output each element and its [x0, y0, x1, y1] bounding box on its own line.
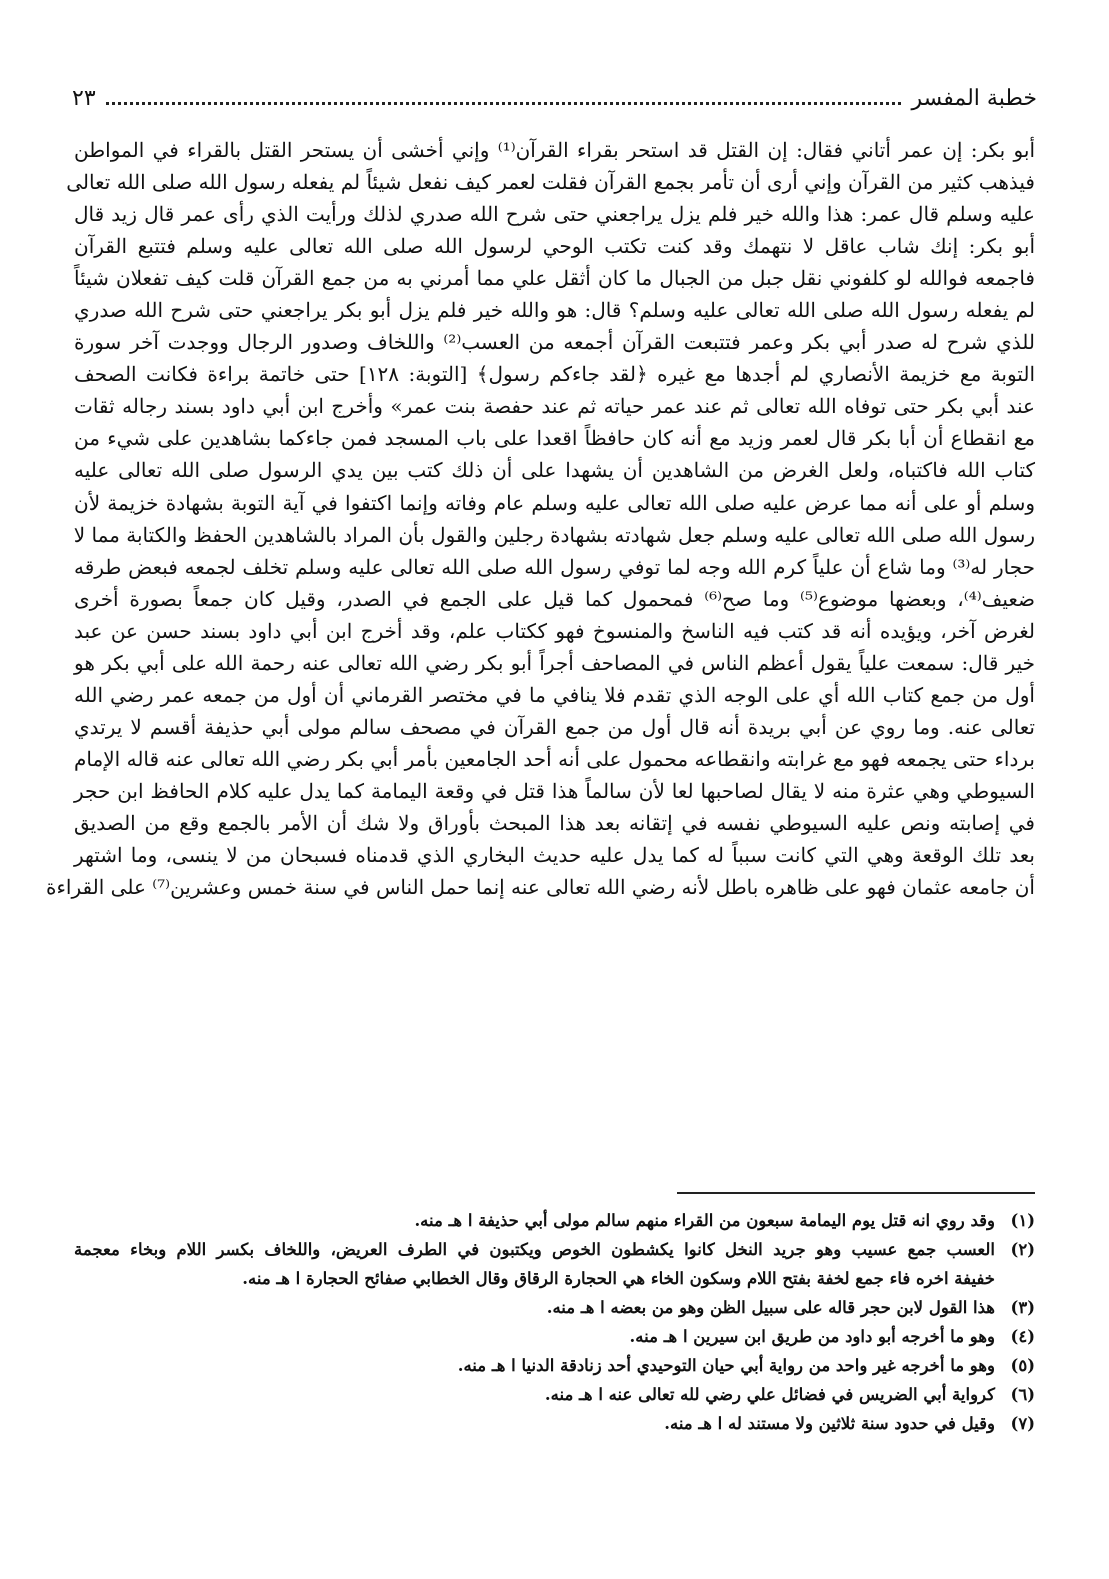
footnote: [74, 1322, 1035, 1351]
footnote-text: [74, 1409, 995, 1438]
footnote-line: وقيل في حدود سنة ثلاثين ولا مستند له ا هـ منه.: [664, 1414, 995, 1433]
footnote-number: (١): [1010, 1211, 1035, 1230]
text-line: لغرض آخر، ويؤيده أنه قد كتب فيه الناسخ والمنسوخ فهو ككتاب علم، وقد أخرج ابن أبي داود بسند حسن عن عبد: [74, 618, 1035, 643]
footnote: [74, 1206, 1035, 1235]
footnote-text: [74, 1293, 995, 1322]
text-line: في إصابته ونص عليه السيوطي نفسه في إتقانه بعد هذا المبحث بأوراق ولا شك أن الأمر بالجمع وقع من الصديق: [74, 810, 1035, 835]
footnote-text: [74, 1322, 995, 1351]
text-line: برداء حتى يجمعه فهو مع غرابته وانقطاعه محمول على أنه أحد الجامعين بأمر أبي بكر رضي الله تعالى عنه قاله الإمام: [74, 746, 1035, 771]
text-line: بعد تلك الوقعة وهي التي كانت سبباً له كما يدل عليه حديث البخاري الذي قدمناه فسبحان من لا ينسى، وما اشتهر: [74, 843, 1035, 868]
text-line: أبو بكر: إن عمر أتاني فقال: إن القتل قد استحر بقراء القرآن⁽¹⁾ وإني أخشى أن يستحر القتل بالقراء في المواطن: [74, 138, 1036, 162]
footnote-number: (٤): [1010, 1327, 1035, 1346]
footnote-number: (٣): [1010, 1298, 1035, 1317]
text-line: التوبة مع خزيمة الأنصاري لم أجدها مع غيره ﴿لقد جاءكم رسول﴾ [التوبة: ١٢٨] حتى خاتمة براءة فكانت الصحف: [74, 362, 1035, 387]
footnote: [74, 1351, 1035, 1380]
footnote-number: (٦): [1010, 1385, 1035, 1404]
text-line: أبو بكر: إنك شاب عاقل لا نتهمك وقد كنت تكتب الوحي لرسول الله صلى الله تعالى عليه وسلم فتتبع القرآن: [74, 234, 1035, 259]
text-line: لم يفعله رسول الله صلى الله تعالى عليه وسلم؟ قال: هو والله خير فلم يزل أبو بكر يراجعني حتى شرح الله صدري: [74, 298, 1035, 323]
footnote: [74, 1380, 1035, 1409]
footnote-line: وهو ما أخرجه غير واحد من رواية أبي حيان التوحيدي أحد زنادقة الدنيا ا هـ منه.: [457, 1356, 995, 1375]
running-header: [72, 80, 1037, 116]
text-line: أن جامعه عثمان فهو على ظاهره باطل لأنه رضي الله تعالى عنه إنما حمل الناس في سنة خمس وعشرين⁽⁷⁾ على القراءة: [46, 875, 1035, 900]
footnote: [74, 1293, 1035, 1322]
text-line: للذي شرح له صدر أبي بكر وعمر فتتبعت القرآن أجمعه من العسب⁽²⁾ واللخاف وصدور الرجال ووجدت آخر سورة: [74, 330, 1035, 355]
footnote: [74, 1409, 1035, 1438]
footnote: [74, 1235, 1035, 1293]
footnote-text: [74, 1351, 995, 1380]
footnote-line: وهو ما أخرجه أبو داود من طريق ابن سيرين ا هـ منه.: [629, 1327, 995, 1346]
footnote-text: [74, 1235, 995, 1293]
footnote-line: وقد روي انه قتل يوم اليمامة سبعون من القراء منهم سالم مولى أبي حذيفة ا هـ منه.: [414, 1211, 995, 1230]
text-line: عند أبي بكر حتى توفاه الله تعالى ثم عند عمر حياته ثم عند حفصة بنت عمر» وأخرج ابن أبي داود بسند رجاله ثقات: [74, 394, 1035, 419]
text-line: وسلم أو على أنه مما عرض عليه صلى الله تعالى عليه وسلم عام وفاته وإنما اكتفوا في آية التوبة بشهادة خزيمة لأن: [74, 490, 1035, 515]
footnote-line: خفيفة اخره فاء جمع لخفة بفتح اللام وسكون الخاء هي الحجارة الرقاق وقال الخطابي صفائح الحجارة ا هـ منه.: [242, 1269, 995, 1288]
text-line: فاجمعه فوالله لو كلفوني نقل جبل من الجبال ما كان أثقل علي مما أمرني به من جمع القرآن قلت كيف تفعلان شيئاً: [74, 266, 1035, 291]
footnote-number: (٢): [1010, 1240, 1035, 1259]
main-text: [46, 134, 1036, 903]
text-line: حجار له⁽³⁾ وما شاع أن علياً كرم الله وجه لما توفي رسول الله صلى الله تعالى عليه وسلم تخلف لجمعه فبعض طرقه: [74, 554, 1035, 579]
page-number: ٢٣: [72, 85, 96, 111]
text-line: رسول الله صلى الله تعالى عليه وسلم جعل شهادته بشهادة رجلين والقول بأن المراد بالشاهدين الحفظ والكتابة مما لا: [73, 522, 1035, 547]
text-line: فيذهب كثير من القرآن وإني أرى أن تأمر بجمع القرآن فقلت لعمر كيف نفعل شيئاً لم يفعله رسول الله صلى الله تعالى: [66, 170, 1035, 195]
footnote-line: هذا القول لابن حجر قاله على سبيل الظن وهو من بعضه ا هـ منه.: [546, 1298, 995, 1317]
text-line: خير قال: سمعت علياً يقول أعظم الناس في المصاحف أجراً أبو بكر رضي الله تعالى عنه رحمة الله على أبي بكر هو: [74, 650, 1035, 675]
footnote-line: العسب جمع عسيب وهو جريد النخل كانوا يكشطون الخوص ويكتبون في الطرف العريض، واللخاف بكسر اللام وبخاء معجمة: [74, 1240, 995, 1259]
footnote-separator: [677, 1192, 1035, 1194]
footnote-line: كرواية أبي الضريس في فضائل علي رضي لله تعالى عنه ا هـ منه.: [544, 1385, 995, 1404]
text-line: مع انقطاع أن أبا بكر قال لعمر وزيد مع أنه كان حافظاً اقعدا على باب المسجد فمن جاءكما بشاهدين على شيء من: [74, 426, 1035, 451]
text-line: السيوطي وهي عثرة منه لا يقال لصاحبها لعا لأن سالماً هذا قتل في وقعة اليمامة كما يدل عليه كلام الحافظ ابن حجر: [74, 778, 1035, 803]
text-line: عليه وسلم قال عمر: هذا والله خير فلم يزل يراجعني حتى شرح الله صدري لذلك ورأيت الذي رأى عمر قال زيد قال: [74, 202, 1035, 227]
text-line: ضعيف⁽⁴⁾، وبعضها موضوع⁽⁵⁾ وما صح⁽⁶⁾ فمحمول كما قيل على الجمع في الصدر، وقيل كان جمعاً بصورة أخرى: [74, 586, 1035, 611]
footnote-number: (٧): [1010, 1414, 1035, 1433]
text-line: أول من جمع كتاب الله أي على الوجه الذي تقدم فلا ينافي ما في مختصر القرماني أن أول من جمعه عمر رضي الله: [74, 682, 1035, 707]
text-line: كتاب الله فاكتباه، ولعل الغرض من الشاهدين أن يشهدا على أن ذلك كتب بين يدي الرسول صلى الله تعالى عليه: [74, 458, 1036, 483]
header-title: خطبة المفسر: [911, 85, 1037, 111]
text-line: تعالى عنه. وما روي عن أبي بريدة أنه قال أول من جمع القرآن في مصحف سالم مولى أبي حذيفة أقسم لا يرتدي: [74, 714, 1035, 739]
footnote-text: [74, 1380, 995, 1409]
header-dot-leader: [106, 102, 902, 105]
footnotes: [74, 1206, 1035, 1438]
footnote-text: [74, 1206, 995, 1235]
footnote-number: (٥): [1010, 1356, 1035, 1375]
